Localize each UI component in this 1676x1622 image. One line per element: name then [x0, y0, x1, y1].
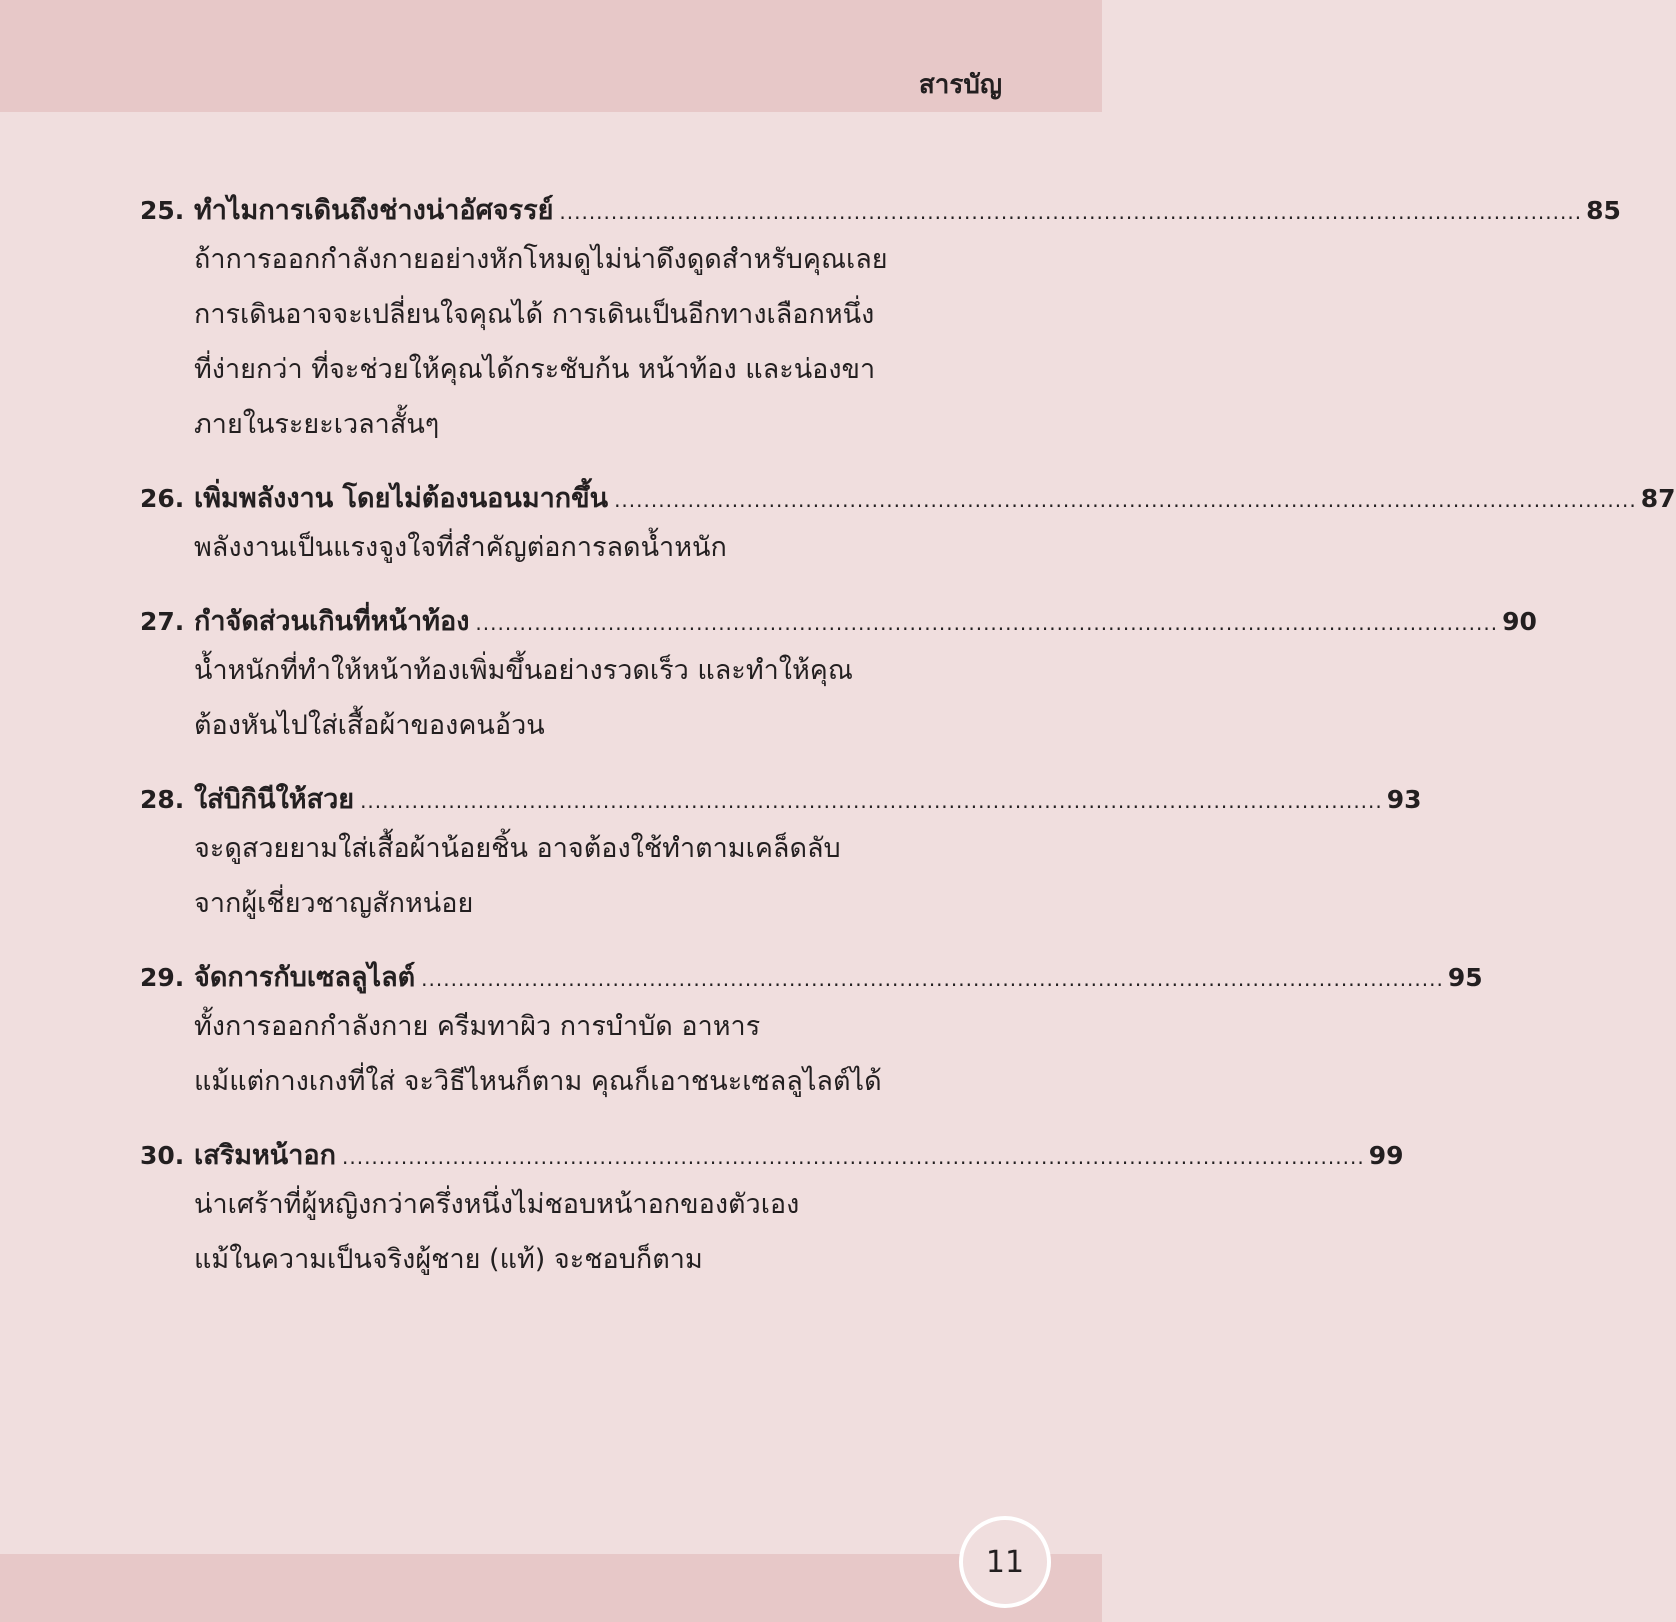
toc-entry-heading: [140, 188, 1621, 232]
footer-band: [0, 1554, 1102, 1622]
entry-title: กำจัดส่วนเกินที่หน้าท้อง: [194, 606, 470, 637]
toc-entry: [140, 1133, 1404, 1287]
entry-title: เพิ่มพลังงาน โดยไม่ต้องนอนมากขึ้น: [194, 483, 609, 514]
toc-entry-heading: [140, 476, 1676, 520]
description-line: จะดูสวยยามใส่เสื้อผ้าน้อยชิ้น อาจต้องใช้ทำตามเคล็ดลับ: [194, 833, 841, 864]
description-line: น่าเศร้าที่ผู้หญิงกว่าครึ่งหนึ่งไม่ชอบหน้าอกของตัวเอง: [194, 1189, 800, 1220]
description-line: การเดินอาจจะเปลี่ยนใจคุณได้ การเดินเป็นอีกทางเลือกหนึ่ง: [194, 299, 875, 330]
entry-page-number: 93: [1386, 785, 1422, 814]
dot-leader: ...........................................................................................................................................: [559, 200, 1583, 224]
entry-number: 30.: [140, 1141, 185, 1170]
entry-description: [194, 821, 998, 931]
toc-entry: [140, 188, 1621, 452]
description-line: ภายในระยะเวลาสั้นๆ: [194, 409, 440, 440]
entry-number: 27.: [140, 607, 185, 636]
entry-number: 28.: [140, 785, 185, 814]
toc-entry: [140, 599, 1537, 753]
entry-title: เสริมหน้าอก: [194, 1140, 336, 1171]
entry-number: 29.: [140, 963, 185, 992]
entry-page-number: 99: [1368, 1141, 1404, 1170]
toc-entry: [140, 955, 1483, 1109]
toc-entry-heading: [140, 599, 1537, 643]
table-of-contents: [140, 188, 1676, 1311]
entry-description: [194, 999, 998, 1109]
description-line: แม้ในความเป็นจริงผู้ชาย (แท้) จะชอบก็ตาม: [194, 1244, 703, 1275]
entry-page-number: 85: [1586, 196, 1621, 225]
entry-page-number: 87: [1640, 484, 1676, 513]
description-line: ต้องหันไปใส่เสื้อผ้าของคนอ้วน: [194, 710, 545, 741]
entry-number: 25.: [140, 196, 185, 225]
description-line: จากผู้เชี่ยวชาญสักหน่อย: [194, 888, 474, 919]
dot-leader: ...........................................................................................................................................: [360, 789, 1383, 813]
description-line: พลังงานเป็นแรงจูงใจที่สำคัญต่อการลดน้ำหนัก: [194, 532, 727, 563]
entry-description: [194, 643, 998, 753]
description-line: น้ำหนักที่ทำให้หน้าท้องเพิ่มขึ้นอย่างรวดเร็ว และทำให้คุณ: [194, 655, 853, 686]
toc-entry-heading: [140, 1133, 1404, 1177]
toc-entry: [140, 476, 1676, 575]
entry-number: 26.: [140, 484, 185, 513]
entry-description: [194, 520, 998, 575]
entry-description: [194, 232, 998, 452]
entry-page-number: 95: [1447, 963, 1483, 992]
entry-title: ใส่บิกินีให้สวย: [194, 784, 355, 815]
toc-entry-heading: [140, 777, 1422, 821]
toc-entry-heading: [140, 955, 1483, 999]
section-title: สารบัญ: [918, 70, 1002, 100]
entry-page-number: 90: [1502, 607, 1537, 636]
description-line: ทั้งการออกกำลังกาย ครีมทาผิว การบำบัด อาหาร: [194, 1011, 761, 1042]
description-line: ถ้าการออกกำลังกายอย่างหักโหมดูไม่น่าดึงดูดสำหรับคุณเลย: [194, 244, 888, 275]
dot-leader: ...........................................................................................................................................: [342, 1145, 1365, 1169]
dot-leader: ...........................................................................................................................................: [475, 611, 1499, 635]
entry-description: [194, 1177, 998, 1287]
page-number-badge: [959, 1516, 1051, 1608]
header-band: [0, 0, 1102, 112]
page-number: 11: [985, 1544, 1025, 1580]
description-line: แม้แต่กางเกงที่ใส่ จะวิธีไหนก็ตาม คุณก็เอาชนะเซลลูไลต์ได้: [194, 1066, 882, 1097]
dot-leader: ...........................................................................................................................................: [421, 967, 1444, 991]
dot-leader: ...........................................................................................................................................: [614, 488, 1637, 512]
toc-entry: [140, 777, 1422, 931]
description-line: ที่ง่ายกว่า ที่จะช่วยให้คุณได้กระชับก้น หน้าท้อง และน่องขา: [194, 354, 876, 385]
entry-title: ทำไมการเดินถึงช่างน่าอัศจรรย์: [194, 195, 554, 226]
entry-title: จัดการกับเซลลูไลต์: [194, 962, 416, 993]
